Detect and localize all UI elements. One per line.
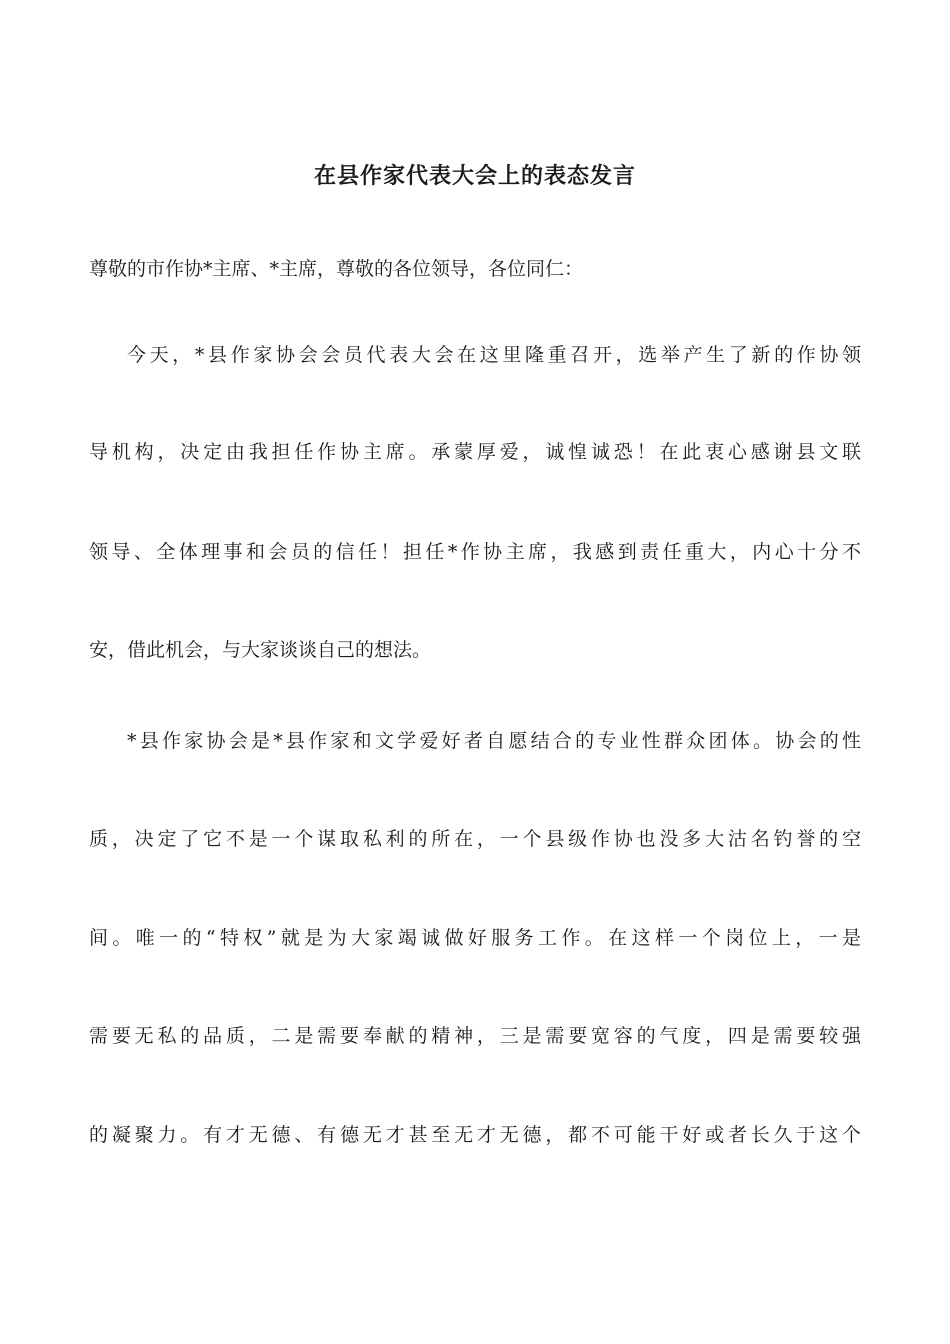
paragraph-1-line-3: 领导、全体理事和会员的信任！担任*作协主席，我感到责任重大，内心十分不	[89, 541, 861, 563]
paragraph-2-line-3: 间。唯一的“特权”就是为大家竭诚做好服务工作。在这样一个岗位上，一是	[89, 927, 861, 949]
paragraph-1-line-4: 安，借此机会，与大家谈谈自己的想法。	[89, 639, 432, 661]
paragraph-1-line-2: 导机构，决定由我担任作协主席。承蒙厚爱，诚惶诚恐！在此衷心感谢县文联	[89, 441, 861, 463]
paragraph-2-line-2: 质，决定了它不是一个谋取私利的所在，一个县级作协也没多大沽名钓誉的空	[89, 828, 861, 850]
paragraph-2-line-1: *县作家协会是*县作家和文学爱好者自愿结合的专业性群众团体。协会的性	[127, 730, 861, 752]
paragraph-2-line-4: 需要无私的品质，二是需要奉献的精神，三是需要宽容的气度，四是需要较强	[89, 1025, 861, 1047]
paragraph-1-line-1: 今天，*县作家协会会员代表大会在这里隆重召开，选举产生了新的作协领	[127, 344, 861, 366]
salutation: 尊敬的市作协*主席、*主席，尊敬的各位领导，各位同仁：	[89, 258, 584, 280]
document-title: 在县作家代表大会上的表态发言	[313, 163, 636, 189]
paragraph-2-line-5: 的凝聚力。有才无德、有德无才甚至无才无德，都不可能干好或者长久于这个	[89, 1124, 861, 1146]
